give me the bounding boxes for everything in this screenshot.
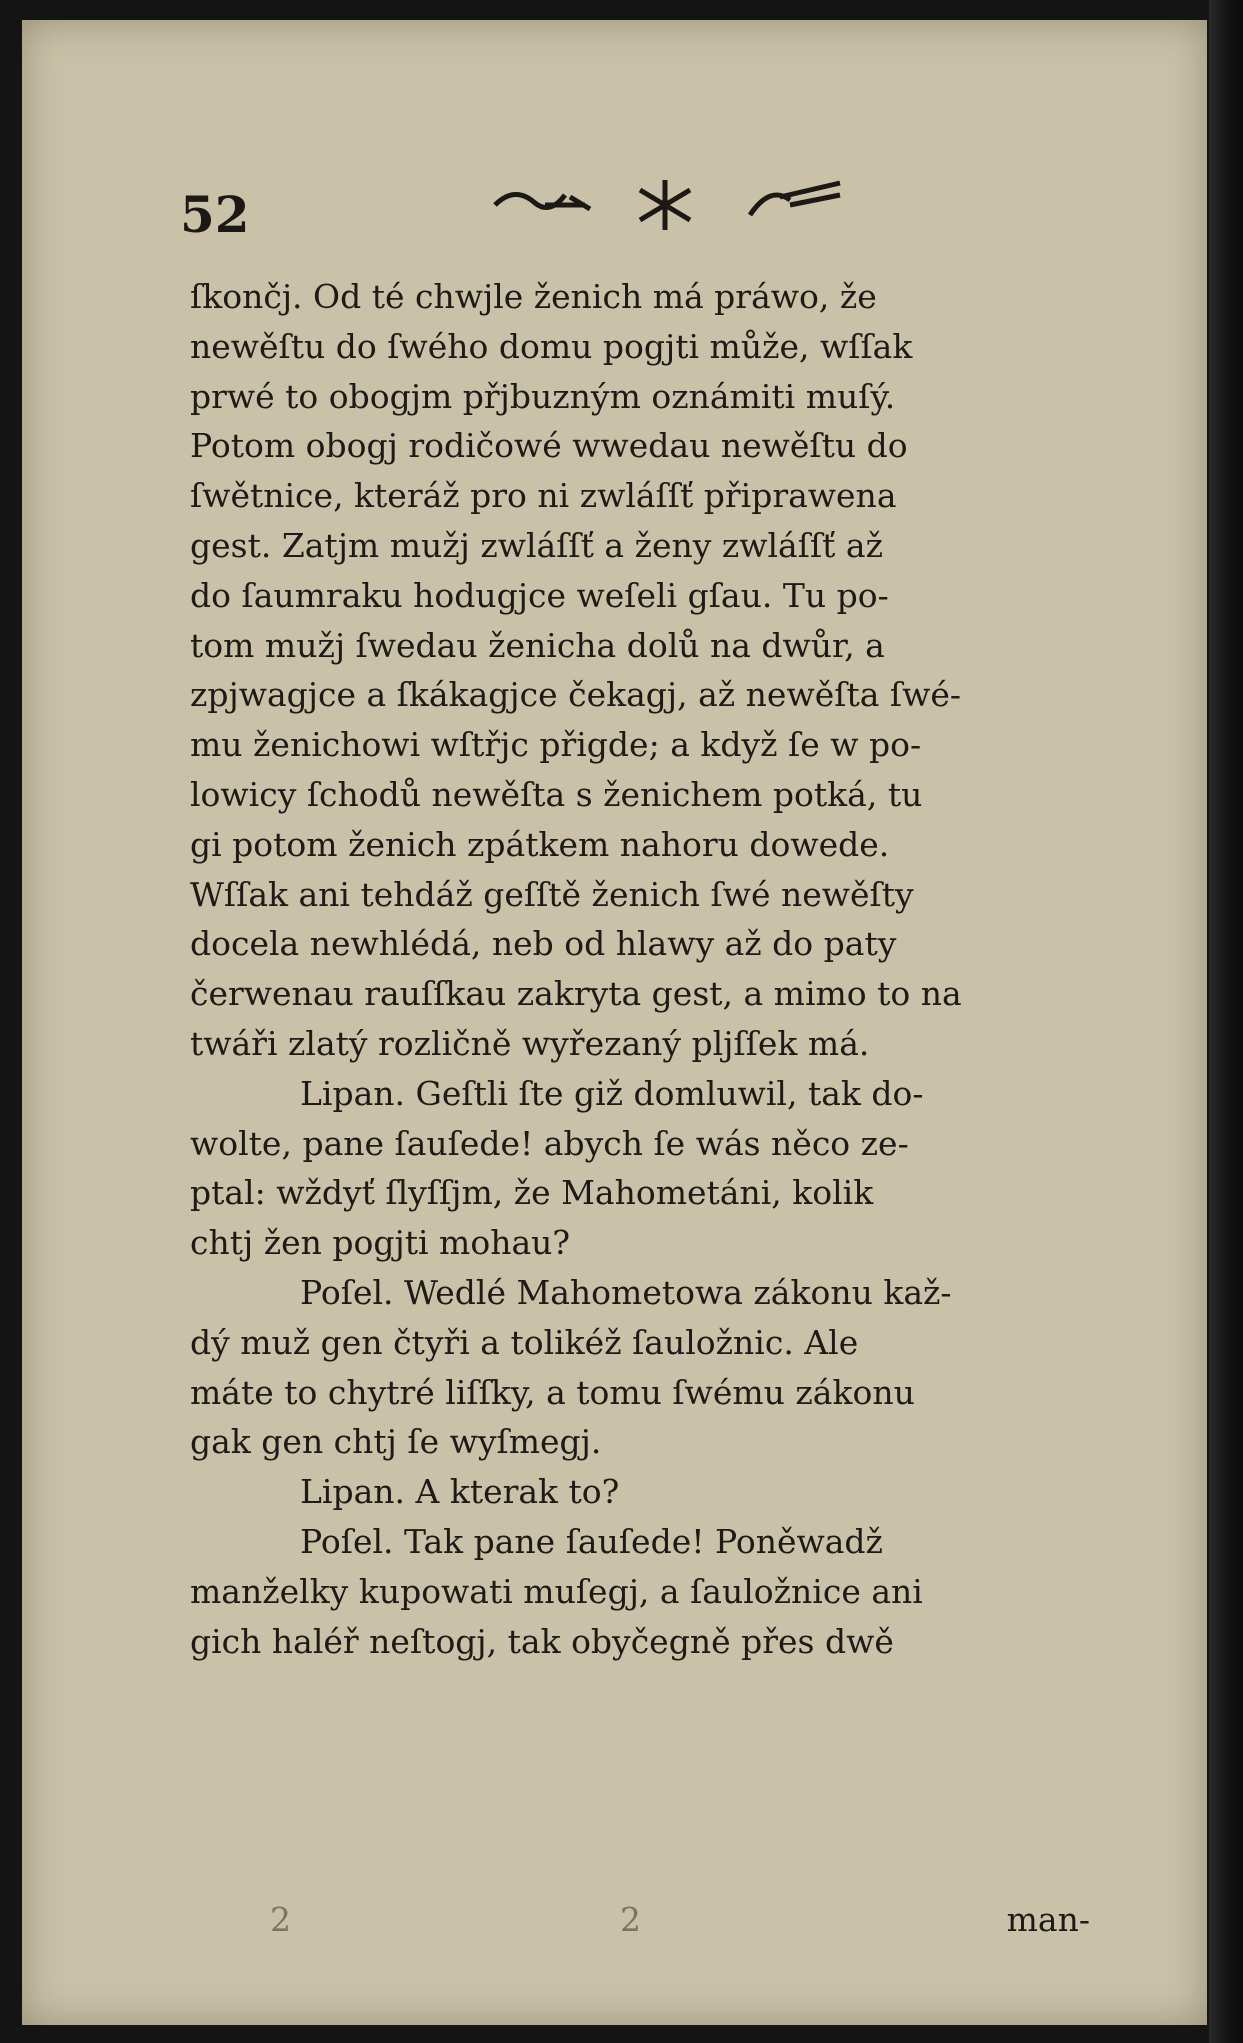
header-ornament-right bbox=[740, 175, 850, 236]
text-line: Lipan. Geſtli ſte giž domluwil, tak do- bbox=[300, 1073, 924, 1113]
text-line: máte to chytré liſſky, a tomu ſwému zákonu bbox=[190, 1372, 915, 1412]
text-line: Potom obogj rodičowé wwedau newěſtu do bbox=[190, 426, 908, 466]
text-line: prwé to obogjm přjbuzným oznámiti muſý. bbox=[190, 376, 896, 416]
text-line: Poſel. Wedlé Mahometowa zákonu kaž- bbox=[300, 1272, 952, 1312]
signature-mark: 2 bbox=[270, 1900, 291, 1939]
text-line: chtj žen pogjti mohau? bbox=[190, 1223, 571, 1263]
text-line: dý muž gen čtyři a tolikéž ſauložnic. Ale bbox=[190, 1322, 859, 1362]
text-line: zpjwagjce a ſkákagjce čekagj, až newěſta ſwé- bbox=[190, 675, 962, 715]
text-line: gak gen chtj ſe wyſmegj. bbox=[190, 1422, 602, 1462]
signature-mark-secondary: 2 bbox=[620, 1900, 641, 1939]
text-line: gich haléř neſtogj, tak obyčegně přes dwě bbox=[190, 1621, 894, 1661]
text-line: Lipan. A kterak to? bbox=[300, 1472, 620, 1512]
text-line: ſkončj. Od té chwjle ženich má práwo, že bbox=[190, 277, 877, 316]
text-line: gest. Zatjm mužj zwláſſť a ženy zwláſſť až bbox=[190, 525, 883, 565]
header-ornament-center bbox=[630, 175, 700, 246]
text-line: čerwenau rauſſkau zakryta gest, a mimo to na bbox=[190, 974, 962, 1014]
text-line: tom mužj ſwedau ženicha dolů na dwůr, a bbox=[190, 625, 885, 665]
body-text bbox=[190, 272, 1110, 1666]
book-spine bbox=[1209, 0, 1243, 2043]
page-number: 52 bbox=[180, 185, 250, 244]
text-line: Poſel. Tak pane ſauſede! Poněwadž bbox=[300, 1521, 883, 1561]
text-line: mu ženichowi wſtřjc přigde; a když ſe w po- bbox=[190, 725, 922, 765]
text-line: manželky kupowati muſegj, a ſauložnice ani bbox=[190, 1571, 923, 1611]
text-line: lowicy ſchodů newěſta s ženichem potká, tu bbox=[190, 774, 923, 814]
text-line: newěſtu do ſwého domu pogjti může, wſſak bbox=[190, 326, 913, 366]
page-footer bbox=[190, 1900, 1110, 1950]
catchword: man- bbox=[1006, 1900, 1090, 1939]
page-header bbox=[180, 175, 820, 245]
text-line: Wſſak ani tehdáž geſſtě ženich ſwé newěſty bbox=[190, 874, 914, 914]
text-line: ſwětnice, kteráž pro ni zwláſſť připrawena bbox=[190, 476, 897, 516]
text-line: ptal: wždyť ſlyſſjm, že Mahometáni, kolik bbox=[190, 1173, 874, 1213]
text-line: wolte, pane ſauſede! abych ſe wás něco ze- bbox=[190, 1123, 909, 1163]
text-line: docela newhlédá, neb od hlawy až do paty bbox=[190, 924, 897, 964]
header-ornament-left bbox=[490, 175, 600, 236]
text-line: gi potom ženich zpátkem nahoru dowede. bbox=[190, 824, 890, 864]
text-line: twáři zlatý rozličně wyřezaný pljſſek má. bbox=[190, 1023, 870, 1063]
text-line: do ſaumraku hodugjce weſeli gſau. Tu po- bbox=[190, 575, 889, 615]
